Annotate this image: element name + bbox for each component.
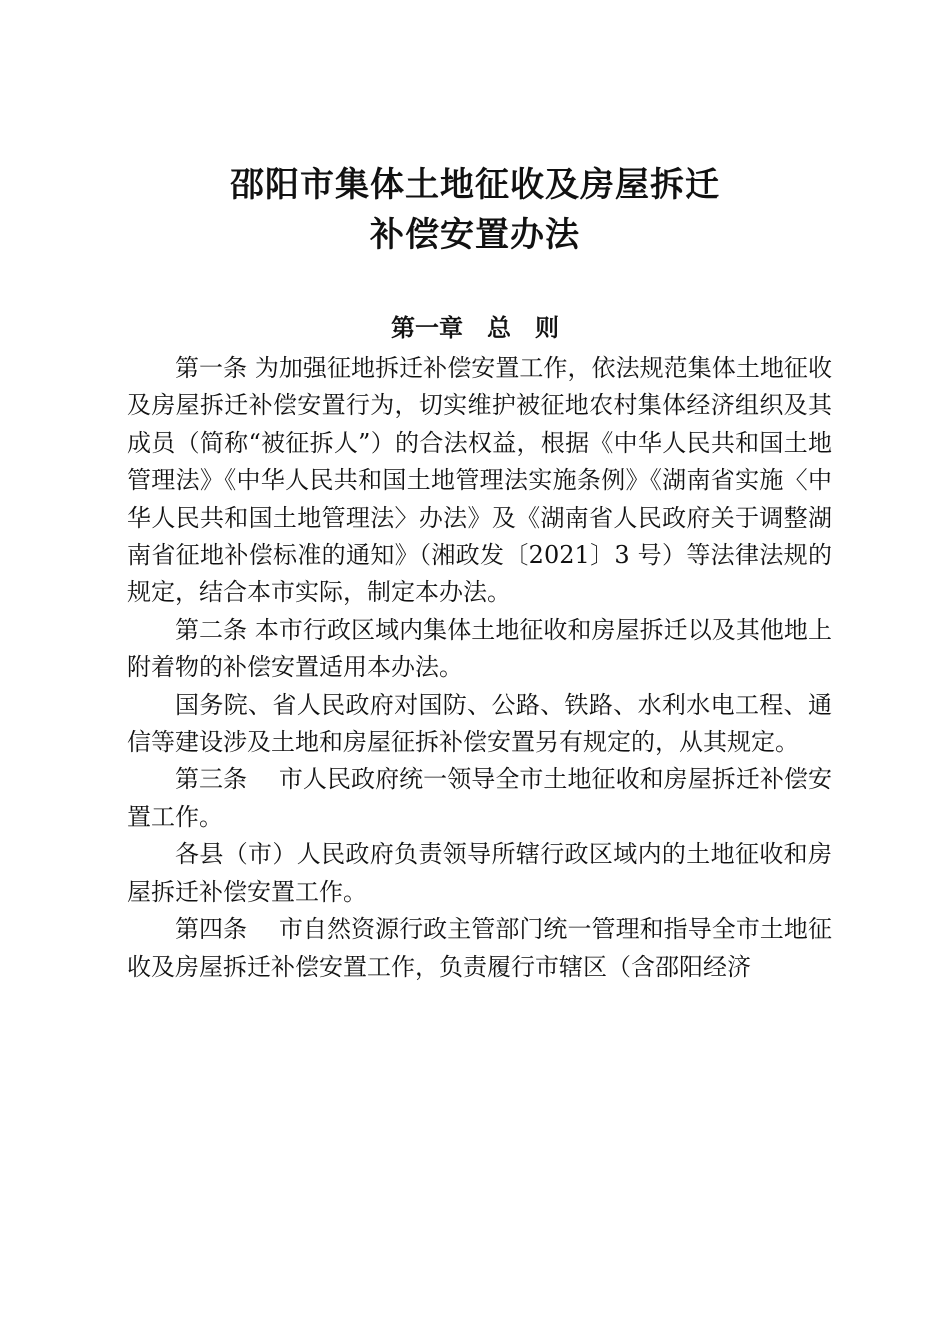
chapter-heading: 第一章 总 则: [391, 313, 559, 342]
title-line-2: 补偿安置办法: [370, 215, 580, 255]
article-4: 第四条 市自然资源行政主管部门统一管理和指导全市土地征收及房屋拆迁补偿安置工作，负责履行市辖区（含邵阳经济: [127, 915, 832, 981]
document-body: [127, 350, 840, 986]
article-1: 第一条 为加强征地拆迁补偿安置工作，依法规范集体土地征收及房屋拆迁补偿安置行为，切实维护被征地农村集体经济组织及其成员（简称“被征拆人”）的合法权益，根据《中华人民共和国土地管理法》《中华人民共和国土地管理法实施条例》《湖南省实施〈中华人民共和国土地管理法〉办法》及《湖南省人民政府关于调整湖南省征地补偿标准的通知》（湘政发〔2021〕3 号）等法律法规的规定，结合本市实际，制定本办法。: [127, 354, 832, 607]
article-2-clause: 国务院、省人民政府对国防、公路、铁路、水利水电工程、通 信等建设涉及土地和房屋征拆补偿安置另有规定的，从其规定。: [127, 690, 840, 757]
title-line-1: 邵阳市集体土地征收及房屋拆迁: [230, 165, 720, 205]
article-3: 第三条 市人民政府统一领导全市土地征收和房屋拆迁补偿安置工作。: [127, 765, 832, 831]
article-2: 第二条 本市行政区域内集体土地征收和房屋拆迁以及其他地上附着物的补偿安置适用本办法。: [127, 615, 832, 682]
document-title: [0, 160, 950, 260]
article-3-clause: 各县（市）人民政府负责领导所辖行政区域内的土地征收和房屋拆迁补偿安置工作。: [127, 840, 832, 906]
